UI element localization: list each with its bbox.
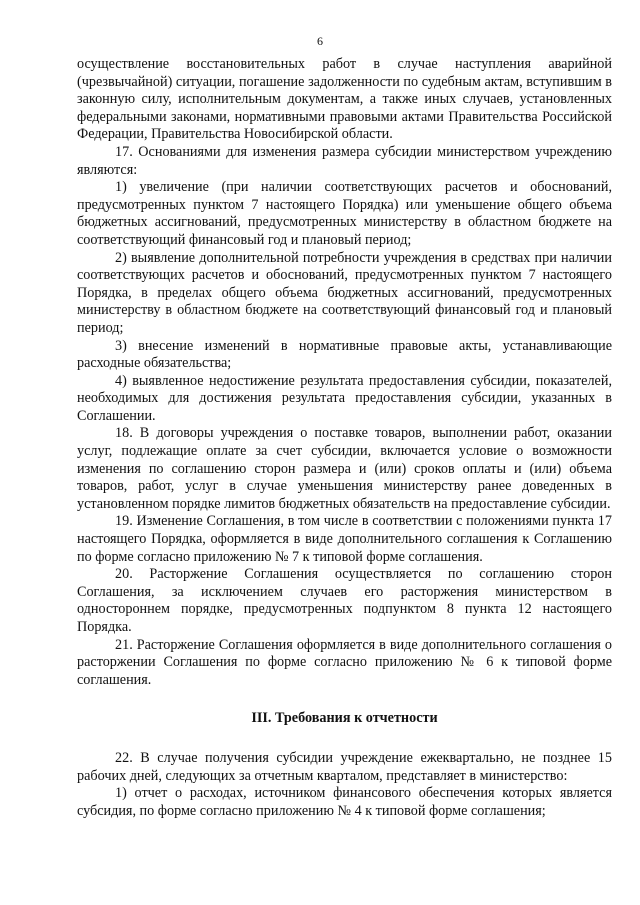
paragraph-17-item-1: 1) увеличение (при наличии соответствующих расчетов и обоснований, предусмотренных пунктом 7 настоящего Порядка) или уменьшение общего объема бюджетных ассигнований, предусмотренных министерству в областном бюджете на соответствующий финансовый год и плановый период; [77,179,612,248]
paragraph-17: 17. Основаниями для изменения размера субсидии министерством учреждению являются: [77,143,612,178]
paragraph-22-item-1: 1) отчет о расходах, источником финансового обеспечения которых является субсидия, по форме согласно приложению № 4 к типовой форме соглашения; [77,785,612,819]
paragraph-continuation: осуществление восстановительных работ в случае наступления аварийной (чрезвычайной) ситуации, погашение задолженности по судебным актам, вступившим в законную силу, исполнительным документам, а также иных случаев, установленных федеральными законами, нормативными правовыми актами Правительства Российской Федерации, Правительства Новосибирской области. [77,56,612,143]
document-body [77,56,612,820]
paragraph-21: 21. Расторжение Соглашения оформляется в виде дополнительного соглашения о расторжении Соглашения по форме согласно приложению № 6 к типовой форме соглашения. [77,636,612,688]
section-heading: III. Требования к отчетности [251,710,438,727]
page-number: 6 [317,34,323,48]
paragraph-17-item-4: 4) выявленное недостижение результата предоставления субсидии, показателей, необходимых для достижения результата предоставления субсидии, указанных в Соглашении. [77,372,612,424]
paragraph-19: 19. Изменение Соглашения, в том числе в соответствии с положениями пункта 17 настоящего Порядка, оформляется в виде дополнительного соглашения к Соглашению по форме согласно приложению № 7 к типовой форме соглашения. [77,513,612,565]
paragraph-17-item-2: 2) выявление дополнительной потребности учреждения в средствах при наличии соответствующих расчетов и обоснований, предусмотренных пунктом 7 настоящего Порядка, в пределах общего объема бюджетных ассигнований, предусмотренных министерству в областном бюджете на соответствующий финансовый год и плановый период; [77,249,612,336]
paragraph-18: 18. В договоры учреждения о поставке товаров, выполнении работ, оказании услуг, подлежащие оплате за счет субсидии, включается условие о возможности изменения по соглашению сторон размера и (или) сроков оплаты и (или) объема товаров, работ, услуг в случае уменьшения министерству ранее доведенных в установленном порядке лимитов бюджетных обязательств на предоставление субсидии. [77,425,612,512]
paragraph-20: 20. Расторжение Соглашения осуществляется по соглашению сторон Соглашения, за исключением случаев его расторжения министерством в одностороннем порядке, предусмотренных подпунктом 8 пункта 12 настоящего Порядка. [77,566,612,635]
paragraph-22: 22. В случае получения субсидии учреждение ежеквартально, не позднее 15 рабочих дней, следующих за отчетным кварталом, представляет в министерство: [77,749,612,784]
paragraph-17-item-3: 3) внесение изменений в нормативные правовые акты, устанавливающие расходные обязательства; [77,337,612,372]
